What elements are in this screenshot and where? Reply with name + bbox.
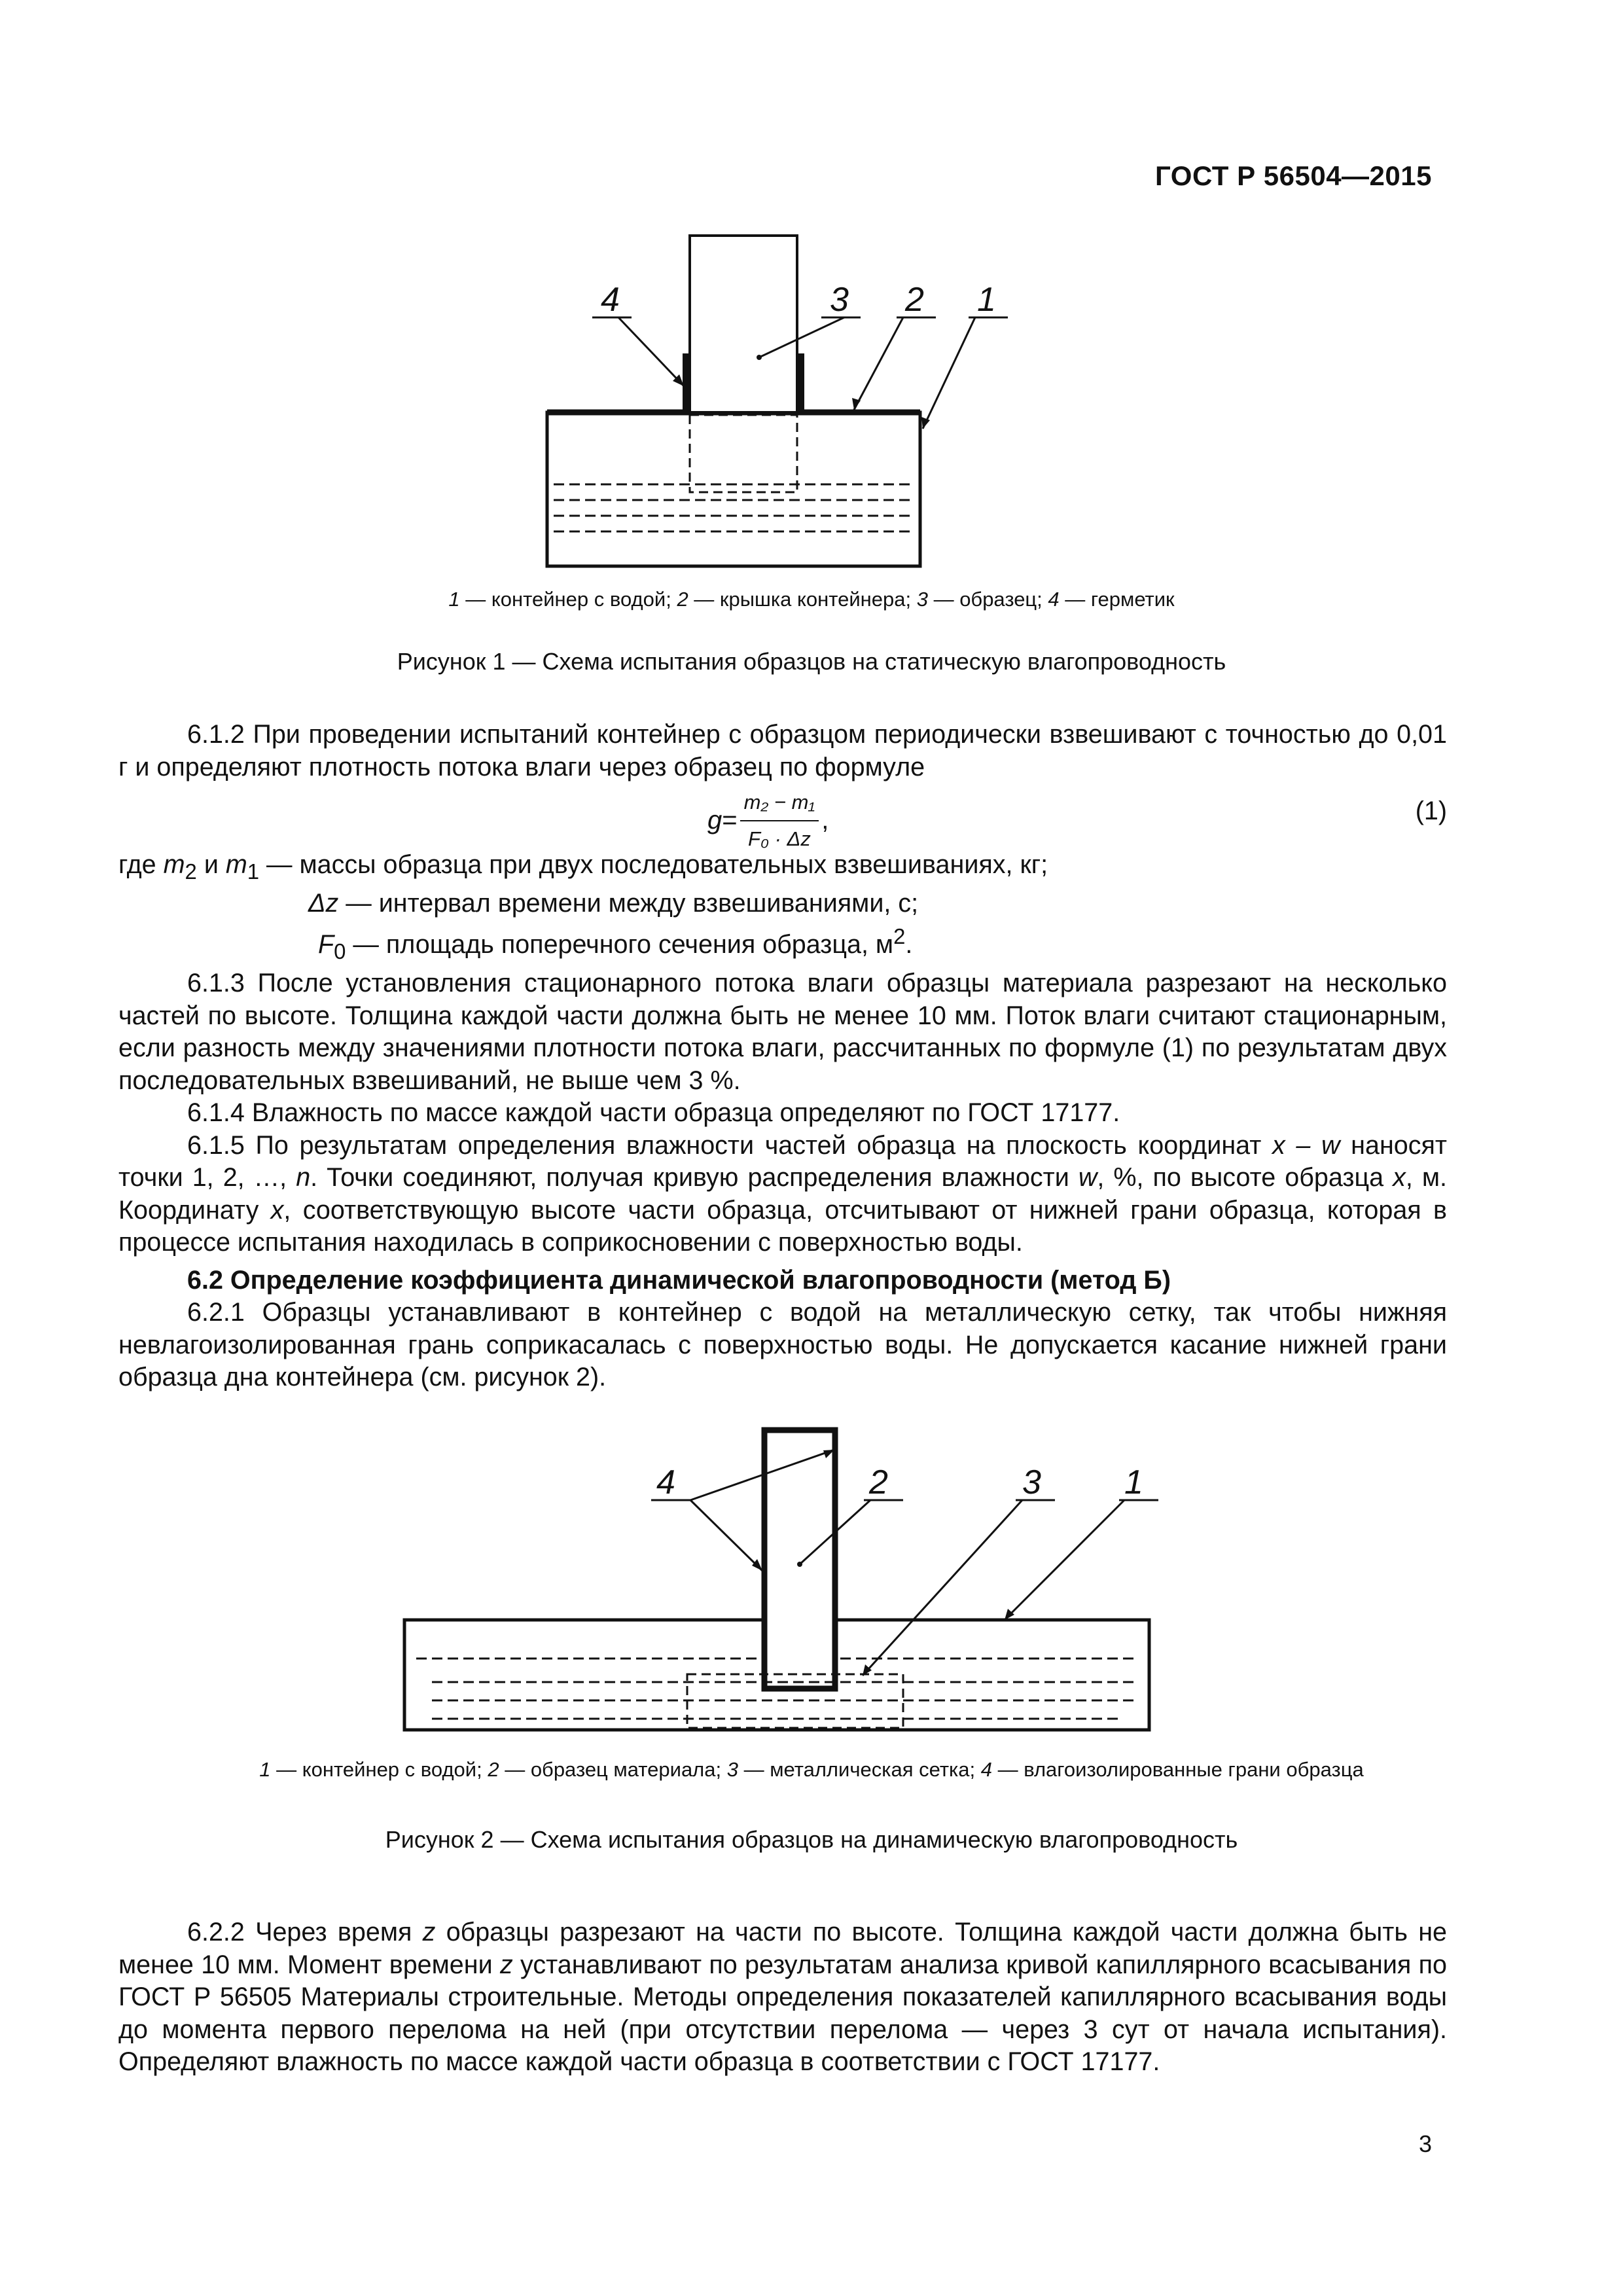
figure-1-label-2: 2 — [905, 281, 924, 319]
legend-1-text-2: — крышка контейнера; — [688, 588, 917, 611]
where-text-2: — интервал времени между взвешиваниями, с; — [338, 889, 919, 918]
formula-1 — [118, 783, 1447, 849]
body-text-block-2 — [118, 1916, 1447, 2079]
formula-number: (1) — [1415, 797, 1447, 825]
legend-2-num-1: 1 — [259, 1758, 271, 1781]
where-line-2 — [118, 888, 1447, 920]
legend-2-text-2: — образец материала; — [499, 1758, 727, 1781]
p622-v1: z — [422, 1918, 436, 1946]
where-end: . — [905, 930, 913, 960]
where-sub-2: 2 — [185, 859, 197, 884]
page-number: 3 — [1418, 2130, 1432, 2157]
where-var-f0: F — [318, 930, 334, 960]
formula-denominator: F₀ · Δz — [747, 827, 811, 850]
paragraph-6-1-4: 6.1.4 Влажность по массе каждой части образца определяют по ГОСТ 17177. — [187, 1098, 1120, 1128]
p615-v5: x — [270, 1195, 284, 1225]
legend-2-num-4: 4 — [980, 1758, 992, 1781]
p622-t1: 6.2.2 Через время — [187, 1918, 423, 1946]
formula-lhs: g — [707, 805, 722, 834]
legend-1-num-4: 4 — [1048, 588, 1060, 611]
figure-2-legend — [0, 1758, 1623, 1782]
sealant-right — [797, 353, 804, 412]
figure-2-label-1: 1 — [1124, 1463, 1143, 1501]
leader-1 — [923, 317, 975, 429]
legend-2-text-1: — контейнер с водой; — [270, 1758, 488, 1781]
p615-v1: x – w — [1272, 1130, 1340, 1160]
figure-1-label-1: 1 — [977, 281, 996, 319]
where-var-m2: m — [163, 850, 185, 879]
p622-t2: образцы разрезают на части по высоте. Толщина каждой части должна быть не менее 10 мм. Момент времени — [118, 1918, 1447, 1979]
sample — [690, 236, 797, 412]
legend-1-num-2: 2 — [677, 588, 688, 611]
legend-2-text-4: — влагоизолированные грани образца — [991, 1758, 1364, 1781]
p622-t3: устанавливают по результатам анализа кривой капиллярного всасывания по ГОСТ Р 56505 Материалы строительные. Методы определения показателей капиллярного всасывания воды до момента первого перелома на ней (при отсутствии перелома — через 3 сут от начала испытания). Определяют влажность по массе каждой части образца в соответствии с ГОСТ 17177. — [118, 1950, 1447, 2076]
formula-eq: = — [722, 805, 738, 834]
p615-v2: n — [296, 1163, 311, 1193]
figure-2 — [0, 1414, 1623, 1741]
legend-1-text-4: — герметик — [1059, 588, 1175, 611]
container — [547, 412, 920, 566]
leader-1 — [1005, 1500, 1124, 1620]
sample-hidden-part — [690, 415, 797, 492]
sealant-left — [683, 353, 690, 412]
paragraph-6-1-5 — [118, 1130, 1447, 1259]
paragraph-6-1-3: 6.1.3 После установления стационарного потока влаги образцы материала разрезают на несколько частей по высоте. Толщина каждой части должна быть не менее 10 мм. Поток влаги считают стационарным, если разность между значениями плотности потока влаги, рассчитанных по формуле (1) по результатам двух последовательных взвешиваний, не выше чем 3 %. — [118, 969, 1447, 1095]
where-var-m1: m — [225, 850, 247, 879]
where-mid: и — [196, 850, 226, 879]
figure-2-label-2: 2 — [869, 1463, 888, 1501]
figure-2-diagram — [0, 1414, 1623, 1741]
p615-t5: , м. Координату — [118, 1163, 1447, 1225]
formula-expression — [707, 786, 829, 855]
where-prefix: где — [118, 850, 164, 879]
where-sup-2: 2 — [893, 924, 906, 948]
figure-1-legend — [0, 588, 1623, 611]
figure-2-label-4: 4 — [656, 1463, 675, 1501]
formula-tail: , — [821, 805, 829, 834]
where-sub-1: 1 — [247, 859, 260, 884]
figure-2-label-3: 3 — [1022, 1463, 1041, 1501]
p622-v2: z — [499, 1950, 513, 1979]
legend-1-num-1: 1 — [448, 588, 460, 611]
where-text-1: — массы образца при двух последовательных взвешиваниях, кг; — [259, 850, 1048, 879]
legend-2-text-3: — металлическая сетка; — [738, 1758, 981, 1781]
figure-1 — [0, 229, 1623, 583]
where-text-3: — площадь поперечного сечения образца, м — [346, 930, 894, 960]
leader-4b — [690, 1500, 762, 1571]
figure-2-caption: Рисунок 2 — Схема испытания образцов на динамическую влагопроводность — [385, 1826, 1238, 1853]
formula-fraction — [740, 786, 819, 855]
paragraph-6-1-2: 6.1.2 При проведении испытаний контейнер с образцом периодически взвешивают с точностью до 0,01 г и определяют плотность потока влаги через образец по формуле — [118, 720, 1447, 781]
figure-1-label-4: 4 — [601, 281, 620, 319]
figure-1-label-3: 3 — [830, 281, 849, 319]
where-line-3 — [118, 920, 1447, 968]
figure-1-caption: Рисунок 1 — Схема испытания образцов на статическую влагопроводность — [397, 648, 1226, 675]
p615-v4: x — [1393, 1163, 1406, 1193]
leader-4 — [618, 317, 684, 386]
body-text-block-1 — [118, 719, 1447, 1394]
legend-2-num-2: 2 — [488, 1758, 499, 1781]
leader-2 — [854, 317, 903, 410]
p615-t2: наносят точки 1, 2, …, — [118, 1130, 1447, 1193]
p615-t6: , соответствующую высоте части образца, отсчитывают от нижней грани образца, которая в процессе испытания находилась в соприкосновении с поверхностью воды. — [118, 1195, 1447, 1257]
where-sub-0: 0 — [334, 939, 346, 963]
p615-t1: 6.1.5 По результатам определения влажности частей образца на плоскость координат — [187, 1130, 1273, 1160]
legend-1-text-1: — контейнер с водой; — [459, 588, 677, 611]
p615-v3: w — [1078, 1163, 1097, 1193]
legend-1-text-3: — образец; — [927, 588, 1048, 611]
formula-numerator: m₂ − m₁ — [740, 786, 819, 821]
p615-t4: , %, по высоте образца — [1097, 1163, 1393, 1193]
where-var-dz: Δz — [308, 889, 339, 918]
leader-3 — [863, 1500, 1022, 1676]
paragraph-6-2-1: 6.2.1 Образцы устанавливают в контейнер с водой на металлическую сетку, так чтобы нижняя невлагоизолированная грань соприкасалась с поверхностью воды. Не допускается касание нижней грани образца дна контейнера (см. рисунок 2). — [118, 1298, 1447, 1392]
legend-1-num-3: 3 — [916, 588, 928, 611]
section-heading-6-2: 6.2 Определение коэффициента динамической влагопроводности (метод Б) — [187, 1265, 1171, 1295]
p615-t3: . Точки соединяют, получая кривую распределения влажности — [310, 1163, 1079, 1193]
paragraph-6-2-2 — [118, 1916, 1447, 2079]
legend-2-num-3: 3 — [726, 1758, 738, 1781]
sample — [764, 1430, 835, 1689]
document-header: ГОСТ Р 56504—2015 — [1155, 160, 1432, 191]
figure-1-diagram — [0, 229, 1623, 583]
